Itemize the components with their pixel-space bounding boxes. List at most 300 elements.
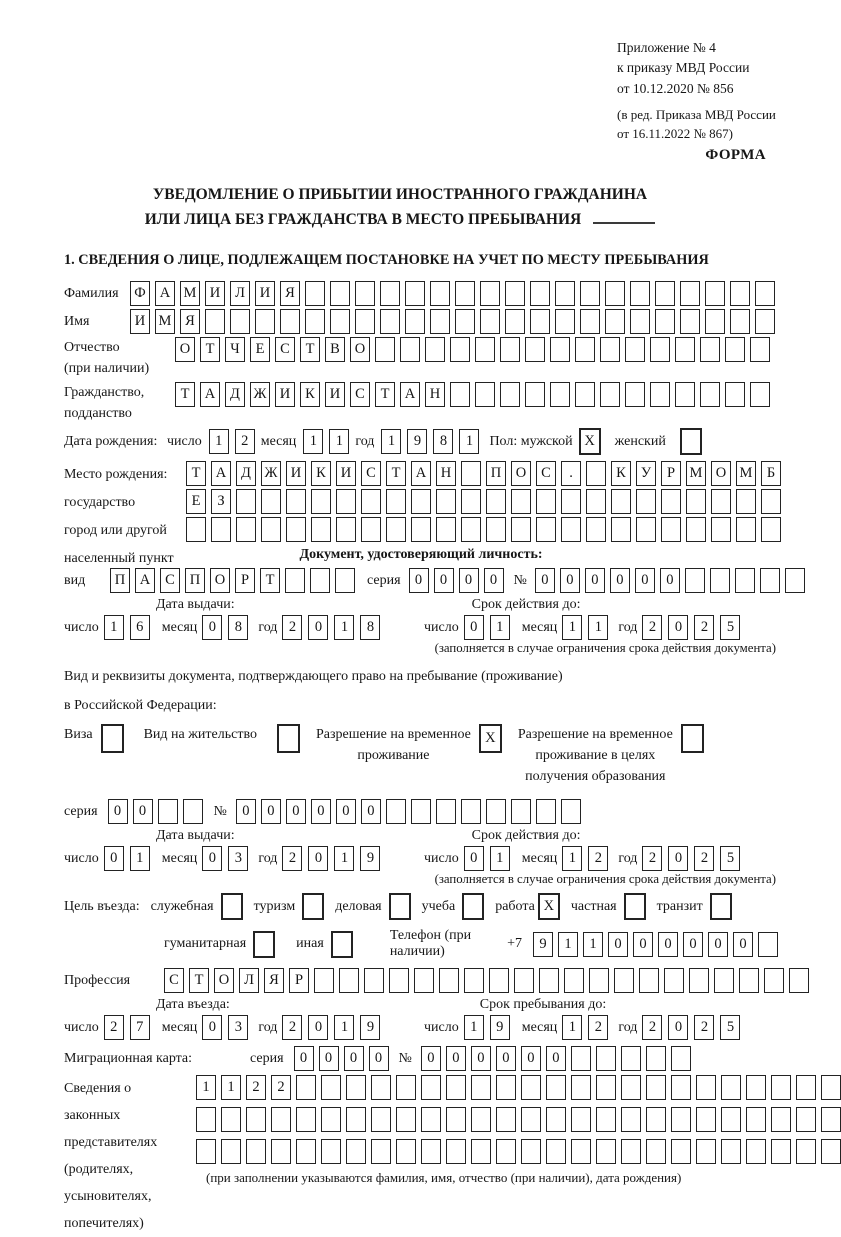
- char-box[interactable]: [696, 1107, 716, 1132]
- char-box[interactable]: А: [400, 382, 420, 407]
- char-box[interactable]: А: [135, 568, 155, 593]
- char-box[interactable]: 9: [407, 429, 427, 454]
- char-box[interactable]: [710, 893, 732, 920]
- char-box[interactable]: [425, 337, 445, 362]
- char-box[interactable]: 2: [642, 846, 662, 871]
- char-box[interactable]: [525, 337, 545, 362]
- char-box[interactable]: [286, 517, 306, 542]
- char-box[interactable]: [364, 968, 384, 993]
- char-box[interactable]: [355, 309, 375, 334]
- char-box[interactable]: 5: [720, 1015, 740, 1040]
- char-box[interactable]: [331, 931, 353, 958]
- char-box[interactable]: 0: [421, 1046, 441, 1071]
- char-box[interactable]: [514, 968, 534, 993]
- char-box[interactable]: 1: [104, 615, 124, 640]
- char-box[interactable]: [796, 1139, 816, 1164]
- char-box[interactable]: [721, 1107, 741, 1132]
- char-box[interactable]: [689, 968, 709, 993]
- char-box[interactable]: [186, 517, 206, 542]
- char-box[interactable]: И: [325, 382, 345, 407]
- char-box[interactable]: [624, 893, 646, 920]
- char-box[interactable]: .: [561, 461, 581, 486]
- char-box[interactable]: [380, 281, 400, 306]
- char-box[interactable]: 1: [490, 615, 510, 640]
- char-box[interactable]: Е: [186, 489, 206, 514]
- char-box[interactable]: 8: [433, 429, 453, 454]
- char-box[interactable]: [671, 1075, 691, 1100]
- char-box[interactable]: 0: [409, 568, 429, 593]
- char-box[interactable]: 0: [546, 1046, 566, 1071]
- char-box[interactable]: [555, 281, 575, 306]
- char-box[interactable]: [705, 309, 725, 334]
- char-box[interactable]: [286, 489, 306, 514]
- char-box[interactable]: [605, 309, 625, 334]
- char-box[interactable]: [446, 1107, 466, 1132]
- char-box[interactable]: А: [211, 461, 231, 486]
- char-box[interactable]: С: [536, 461, 556, 486]
- char-box[interactable]: 0: [585, 568, 605, 593]
- char-box[interactable]: 1: [459, 429, 479, 454]
- char-box[interactable]: 1: [196, 1075, 216, 1100]
- char-box[interactable]: 0: [311, 799, 331, 824]
- char-box[interactable]: 2: [642, 1015, 662, 1040]
- char-box[interactable]: 0: [464, 615, 484, 640]
- char-box[interactable]: [655, 281, 675, 306]
- char-box[interactable]: [486, 799, 506, 824]
- char-box[interactable]: Н: [425, 382, 445, 407]
- char-box[interactable]: Ж: [261, 461, 281, 486]
- char-box[interactable]: [496, 1139, 516, 1164]
- char-box[interactable]: [285, 568, 305, 593]
- char-box[interactable]: И: [336, 461, 356, 486]
- char-box[interactable]: [221, 893, 243, 920]
- char-box[interactable]: [386, 517, 406, 542]
- char-box[interactable]: С: [361, 461, 381, 486]
- char-box[interactable]: [561, 517, 581, 542]
- char-box[interactable]: 1: [334, 615, 354, 640]
- char-box[interactable]: [511, 517, 531, 542]
- char-box[interactable]: [505, 281, 525, 306]
- char-box[interactable]: 0: [133, 799, 153, 824]
- char-box[interactable]: [710, 568, 730, 593]
- char-box[interactable]: [680, 281, 700, 306]
- char-box[interactable]: Т: [200, 337, 220, 362]
- char-box[interactable]: [346, 1139, 366, 1164]
- char-box[interactable]: 0: [471, 1046, 491, 1071]
- char-box[interactable]: [575, 382, 595, 407]
- char-box[interactable]: С: [164, 968, 184, 993]
- char-box[interactable]: 0: [319, 1046, 339, 1071]
- char-box[interactable]: [346, 1075, 366, 1100]
- char-box[interactable]: [321, 1139, 341, 1164]
- char-box[interactable]: А: [155, 281, 175, 306]
- char-box[interactable]: 3: [228, 1015, 248, 1040]
- char-box[interactable]: [475, 382, 495, 407]
- char-box[interactable]: [436, 489, 456, 514]
- char-box[interactable]: Е: [250, 337, 270, 362]
- char-box[interactable]: [371, 1107, 391, 1132]
- char-box[interactable]: [311, 489, 331, 514]
- char-box[interactable]: М: [736, 461, 756, 486]
- char-box[interactable]: Ф: [130, 281, 150, 306]
- char-box[interactable]: [205, 309, 225, 334]
- char-box[interactable]: [646, 1107, 666, 1132]
- char-box[interactable]: [611, 517, 631, 542]
- char-box[interactable]: Я: [180, 309, 200, 334]
- char-box[interactable]: [500, 337, 520, 362]
- char-box[interactable]: [336, 517, 356, 542]
- char-box[interactable]: [311, 517, 331, 542]
- char-box[interactable]: [305, 281, 325, 306]
- char-box[interactable]: [686, 489, 706, 514]
- char-box[interactable]: С: [160, 568, 180, 593]
- char-box[interactable]: [489, 968, 509, 993]
- char-box[interactable]: [421, 1139, 441, 1164]
- char-box[interactable]: 1: [209, 429, 229, 454]
- char-box[interactable]: [589, 968, 609, 993]
- char-box[interactable]: [746, 1075, 766, 1100]
- char-box[interactable]: Я: [264, 968, 284, 993]
- char-box[interactable]: [461, 799, 481, 824]
- char-box[interactable]: 5: [720, 846, 740, 871]
- char-box[interactable]: [614, 968, 634, 993]
- char-box[interactable]: 0: [294, 1046, 314, 1071]
- char-box[interactable]: 0: [496, 1046, 516, 1071]
- char-box[interactable]: [761, 517, 781, 542]
- char-box[interactable]: 2: [271, 1075, 291, 1100]
- char-box[interactable]: [261, 517, 281, 542]
- char-box[interactable]: [580, 309, 600, 334]
- char-box[interactable]: [389, 968, 409, 993]
- char-box[interactable]: 0: [484, 568, 504, 593]
- char-box[interactable]: [271, 1107, 291, 1132]
- char-box[interactable]: [450, 337, 470, 362]
- char-box[interactable]: [500, 382, 520, 407]
- char-box[interactable]: К: [611, 461, 631, 486]
- char-box[interactable]: [221, 1139, 241, 1164]
- char-box[interactable]: О: [210, 568, 230, 593]
- char-box[interactable]: [636, 517, 656, 542]
- char-box[interactable]: [361, 489, 381, 514]
- char-box[interactable]: 0: [308, 615, 328, 640]
- char-box[interactable]: [455, 281, 475, 306]
- char-box[interactable]: [530, 309, 550, 334]
- char-box[interactable]: [680, 309, 700, 334]
- char-box[interactable]: [405, 281, 425, 306]
- char-box[interactable]: [253, 931, 275, 958]
- char-box[interactable]: А: [411, 461, 431, 486]
- char-box[interactable]: Т: [375, 382, 395, 407]
- char-box[interactable]: [525, 382, 545, 407]
- char-box[interactable]: 0: [369, 1046, 389, 1071]
- char-box[interactable]: 2: [588, 846, 608, 871]
- char-box[interactable]: [221, 1107, 241, 1132]
- char-box[interactable]: [546, 1075, 566, 1100]
- char-box[interactable]: 2: [694, 1015, 714, 1040]
- char-box[interactable]: Р: [661, 461, 681, 486]
- char-box[interactable]: [421, 1107, 441, 1132]
- char-box[interactable]: 0: [202, 846, 222, 871]
- char-box[interactable]: [211, 517, 231, 542]
- char-box[interactable]: В: [325, 337, 345, 362]
- char-box[interactable]: [596, 1139, 616, 1164]
- char-box[interactable]: [680, 428, 702, 455]
- char-box[interactable]: [605, 281, 625, 306]
- char-box[interactable]: [571, 1046, 591, 1071]
- char-box[interactable]: [336, 489, 356, 514]
- char-box[interactable]: [455, 309, 475, 334]
- char-box[interactable]: [550, 337, 570, 362]
- char-box[interactable]: 0: [261, 799, 281, 824]
- char-box[interactable]: К: [300, 382, 320, 407]
- char-box[interactable]: З: [211, 489, 231, 514]
- char-box[interactable]: [796, 1075, 816, 1100]
- char-box[interactable]: А: [200, 382, 220, 407]
- char-box[interactable]: 9: [360, 1015, 380, 1040]
- char-box[interactable]: И: [286, 461, 306, 486]
- char-box[interactable]: 2: [282, 615, 302, 640]
- char-box[interactable]: [296, 1107, 316, 1132]
- char-box[interactable]: [586, 489, 606, 514]
- char-box[interactable]: [521, 1139, 541, 1164]
- char-box[interactable]: 0: [610, 568, 630, 593]
- char-box[interactable]: [396, 1075, 416, 1100]
- char-box[interactable]: [539, 968, 559, 993]
- char-box[interactable]: [714, 968, 734, 993]
- char-box[interactable]: 2: [642, 615, 662, 640]
- char-box[interactable]: 0: [668, 615, 688, 640]
- char-box[interactable]: 2: [282, 1015, 302, 1040]
- char-box[interactable]: [496, 1107, 516, 1132]
- char-box[interactable]: [821, 1107, 841, 1132]
- char-box[interactable]: [411, 489, 431, 514]
- char-box[interactable]: 8: [228, 615, 248, 640]
- char-box[interactable]: [760, 568, 780, 593]
- char-box[interactable]: 1: [303, 429, 323, 454]
- char-box[interactable]: [310, 568, 330, 593]
- char-box[interactable]: 1: [583, 932, 603, 957]
- char-box[interactable]: [371, 1075, 391, 1100]
- char-box[interactable]: [346, 1107, 366, 1132]
- char-box[interactable]: [655, 309, 675, 334]
- char-box[interactable]: [550, 382, 570, 407]
- char-box[interactable]: Б: [761, 461, 781, 486]
- char-box[interactable]: [335, 568, 355, 593]
- char-box[interactable]: 5: [720, 615, 740, 640]
- char-box[interactable]: 1: [221, 1075, 241, 1100]
- char-box[interactable]: [436, 799, 456, 824]
- char-box[interactable]: О: [350, 337, 370, 362]
- char-box[interactable]: [430, 309, 450, 334]
- char-box[interactable]: [725, 337, 745, 362]
- char-box[interactable]: 0: [683, 932, 703, 957]
- char-box[interactable]: М: [686, 461, 706, 486]
- char-box[interactable]: И: [205, 281, 225, 306]
- char-box[interactable]: 6: [130, 615, 150, 640]
- char-box[interactable]: [521, 1107, 541, 1132]
- char-box[interactable]: Т: [189, 968, 209, 993]
- char-box[interactable]: [705, 281, 725, 306]
- char-box[interactable]: [462, 893, 484, 920]
- char-box[interactable]: [371, 1139, 391, 1164]
- char-box[interactable]: [675, 337, 695, 362]
- char-box[interactable]: [681, 724, 704, 753]
- char-box[interactable]: И: [130, 309, 150, 334]
- char-box[interactable]: [511, 489, 531, 514]
- char-box[interactable]: [405, 309, 425, 334]
- char-box[interactable]: 0: [668, 846, 688, 871]
- char-box[interactable]: [464, 968, 484, 993]
- char-box[interactable]: [571, 1107, 591, 1132]
- char-box[interactable]: 0: [635, 568, 655, 593]
- char-box[interactable]: [101, 724, 124, 753]
- char-box[interactable]: [621, 1107, 641, 1132]
- char-box[interactable]: [696, 1075, 716, 1100]
- char-box[interactable]: 0: [660, 568, 680, 593]
- char-box[interactable]: [389, 893, 411, 920]
- char-box[interactable]: 1: [558, 932, 578, 957]
- char-box[interactable]: [730, 309, 750, 334]
- char-box[interactable]: [796, 1107, 816, 1132]
- char-box[interactable]: Т: [386, 461, 406, 486]
- char-box[interactable]: [711, 517, 731, 542]
- char-box[interactable]: [475, 337, 495, 362]
- char-box[interactable]: Ж: [250, 382, 270, 407]
- char-box[interactable]: 3: [228, 846, 248, 871]
- char-box[interactable]: [183, 799, 203, 824]
- char-box[interactable]: [330, 309, 350, 334]
- char-box[interactable]: [696, 1139, 716, 1164]
- char-box[interactable]: [821, 1075, 841, 1100]
- char-box[interactable]: [755, 281, 775, 306]
- char-box[interactable]: [450, 382, 470, 407]
- char-box[interactable]: С: [275, 337, 295, 362]
- char-box[interactable]: [446, 1075, 466, 1100]
- char-box[interactable]: [361, 517, 381, 542]
- char-box[interactable]: [736, 489, 756, 514]
- char-box[interactable]: 0: [560, 568, 580, 593]
- char-box[interactable]: [735, 568, 755, 593]
- char-box[interactable]: 0: [308, 846, 328, 871]
- char-box[interactable]: Ч: [225, 337, 245, 362]
- char-box[interactable]: [411, 799, 431, 824]
- char-box[interactable]: [461, 489, 481, 514]
- char-box[interactable]: [375, 337, 395, 362]
- char-box[interactable]: Т: [175, 382, 195, 407]
- char-box[interactable]: Т: [300, 337, 320, 362]
- char-box[interactable]: 1: [562, 615, 582, 640]
- char-box[interactable]: 2: [694, 615, 714, 640]
- char-box[interactable]: [596, 1075, 616, 1100]
- char-box[interactable]: [471, 1075, 491, 1100]
- char-box[interactable]: 2: [694, 846, 714, 871]
- char-box[interactable]: Р: [235, 568, 255, 593]
- char-box[interactable]: 2: [104, 1015, 124, 1040]
- char-box[interactable]: [771, 1139, 791, 1164]
- char-box[interactable]: 1: [130, 846, 150, 871]
- char-box[interactable]: 0: [361, 799, 381, 824]
- char-box[interactable]: [730, 281, 750, 306]
- char-box[interactable]: [439, 968, 459, 993]
- char-box[interactable]: [461, 517, 481, 542]
- char-box[interactable]: 0: [236, 799, 256, 824]
- char-box[interactable]: [277, 724, 300, 753]
- char-box[interactable]: [230, 309, 250, 334]
- char-box[interactable]: [380, 309, 400, 334]
- char-box[interactable]: [725, 382, 745, 407]
- char-box[interactable]: 0: [608, 932, 628, 957]
- char-box[interactable]: [664, 968, 684, 993]
- char-box[interactable]: [771, 1075, 791, 1100]
- char-box[interactable]: [530, 281, 550, 306]
- char-box[interactable]: [536, 799, 556, 824]
- char-box[interactable]: [739, 968, 759, 993]
- char-box[interactable]: [571, 1075, 591, 1100]
- char-box[interactable]: [646, 1046, 666, 1071]
- char-box[interactable]: Л: [230, 281, 250, 306]
- char-box[interactable]: 0: [535, 568, 555, 593]
- char-box[interactable]: 0: [434, 568, 454, 593]
- char-box[interactable]: О: [511, 461, 531, 486]
- char-box[interactable]: 0: [308, 1015, 328, 1040]
- char-box[interactable]: П: [486, 461, 506, 486]
- char-box[interactable]: [386, 489, 406, 514]
- char-box[interactable]: 0: [633, 932, 653, 957]
- char-box[interactable]: 9: [490, 1015, 510, 1040]
- char-box[interactable]: [625, 337, 645, 362]
- char-box[interactable]: Р: [289, 968, 309, 993]
- char-box[interactable]: [386, 799, 406, 824]
- char-box[interactable]: [486, 517, 506, 542]
- char-box[interactable]: 1: [588, 615, 608, 640]
- char-box[interactable]: Т: [260, 568, 280, 593]
- char-box[interactable]: [621, 1075, 641, 1100]
- char-box[interactable]: 0: [286, 799, 306, 824]
- char-box[interactable]: 8: [360, 615, 380, 640]
- char-box[interactable]: [711, 489, 731, 514]
- char-box[interactable]: 0: [336, 799, 356, 824]
- char-box[interactable]: [600, 382, 620, 407]
- char-box[interactable]: [686, 517, 706, 542]
- char-box[interactable]: X: [538, 893, 560, 920]
- char-box[interactable]: О: [214, 968, 234, 993]
- char-box[interactable]: [321, 1075, 341, 1100]
- char-box[interactable]: [321, 1107, 341, 1132]
- char-box[interactable]: [396, 1139, 416, 1164]
- char-box[interactable]: [414, 968, 434, 993]
- char-box[interactable]: [339, 968, 359, 993]
- char-box[interactable]: [611, 489, 631, 514]
- char-box[interactable]: X: [579, 428, 601, 455]
- char-box[interactable]: 1: [381, 429, 401, 454]
- char-box[interactable]: [236, 489, 256, 514]
- char-box[interactable]: [625, 382, 645, 407]
- char-box[interactable]: [480, 281, 500, 306]
- char-box[interactable]: [536, 517, 556, 542]
- char-box[interactable]: 1: [562, 1015, 582, 1040]
- char-box[interactable]: [639, 968, 659, 993]
- char-box[interactable]: [650, 382, 670, 407]
- char-box[interactable]: [700, 382, 720, 407]
- char-box[interactable]: [596, 1107, 616, 1132]
- char-box[interactable]: 9: [360, 846, 380, 871]
- char-box[interactable]: [400, 337, 420, 362]
- char-box[interactable]: [721, 1075, 741, 1100]
- char-box[interactable]: [330, 281, 350, 306]
- char-box[interactable]: И: [275, 382, 295, 407]
- char-box[interactable]: [761, 489, 781, 514]
- char-box[interactable]: [480, 309, 500, 334]
